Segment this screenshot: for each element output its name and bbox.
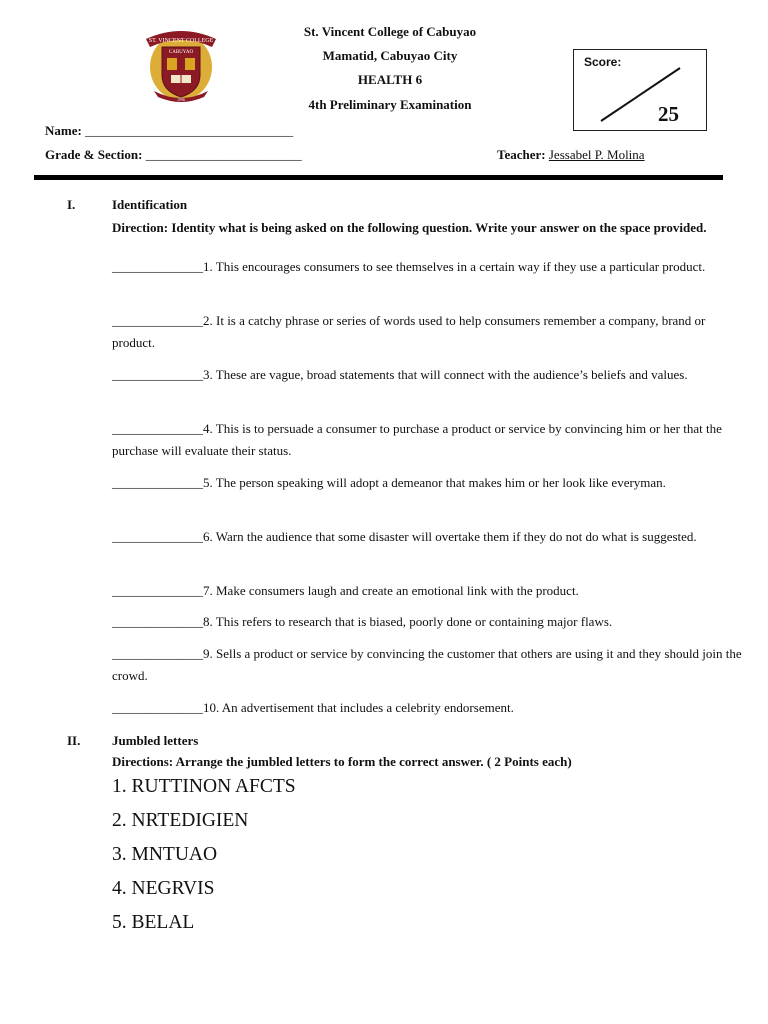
question-text: Make consumers laugh and create an emotional link with the product. [216,583,579,598]
name-row [45,123,293,139]
question-item [112,472,742,494]
header-divider [34,175,723,180]
score-box [573,49,707,131]
grade-section-label: Grade & Section: [45,147,143,162]
jumbled-item: 1. RUTTINON AFCTS [112,776,296,797]
question-text: The person speaking will adopt a demeanor that makes him or her look like everyman. [215,475,666,490]
grade-section-field[interactable]: ________________________ [145,147,302,162]
section2-direction: Directions: Arrange the jumbled letters to form the correct answer. ( 2 Points each) [112,754,572,769]
answer-blank[interactable]: ______________7. [112,583,213,598]
section1-title: Identification [112,197,188,212]
answer-blank[interactable]: ______________5. [112,475,213,490]
answer-blank[interactable]: ______________6. [112,529,213,544]
question-text: It is a catchy phrase or series of words used to help consumers remember a company, brand or product. [112,313,706,350]
jumbled-item: 3. MNTUAO [112,844,218,865]
question-item [112,256,742,278]
answer-blank[interactable]: ______________3. [112,367,213,382]
answer-blank[interactable]: ______________1. [112,259,213,274]
question-text: This refers to research that is biased, poorly done or containing major flaws. [215,614,613,629]
answer-blank[interactable]: ______________2. [112,313,213,328]
score-total: 25 [658,102,679,126]
jumbled-item: 2. NRTEDIGIEN [112,810,249,831]
question-item [112,580,742,602]
logo-place-text: CABUYAO [168,50,194,55]
question-text: Warn the audience that some disaster will overtake them if they do not do what is suggested. [215,529,697,544]
question-item [112,697,742,719]
question-item [112,418,742,462]
answer-blank[interactable]: ______________8. [112,614,213,629]
section2-title: Jumbled letters [112,733,199,748]
question-text: An advertisement that includes a celebrity endorsement. [221,700,514,715]
teacher-label: Teacher: [497,147,546,162]
question-item [112,643,742,687]
logo-year: 1996 [177,97,185,102]
jumbled-item: 4. NEGRVIS [112,878,215,899]
question-text: This is to persuade a consumer to purchase a product or service by convincing him or her that the purchase will evaluate their status. [112,421,722,458]
section1-direction: Direction: Identity what is being asked on the following question. Write your answer on the space provided. [112,220,707,235]
question-item [112,526,742,548]
section2-number: II. [67,733,81,748]
grade-row [45,147,302,163]
teacher-row [497,147,645,163]
subject-title: HEALTH 6 [357,72,423,87]
question-text: Sells a product or service by convincing the customer that others are using it and they should join the crowd. [112,646,742,683]
question-text: This encourages consumers to see themselves in a certain way if they use a particular product. [215,259,706,274]
question-item [112,364,742,386]
teacher-name: Jessabel P. Molina [548,147,645,162]
answer-blank[interactable]: ______________4. [112,421,213,436]
question-item [112,310,742,354]
jumbled-item: 5. BELAL [112,912,195,933]
school-address: Mamatid, Cabuyao City [322,48,458,63]
exam-title: 4th Preliminary Examination [308,97,472,112]
answer-blank[interactable]: ______________9. [112,646,213,661]
name-field[interactable]: ________________________________ [85,123,294,138]
section1-number: I. [67,197,76,212]
logo-arc-text: ST. VINCENT COLLEGE [148,38,214,44]
question-text: These are vague, broad statements that will connect with the audience’s beliefs and values. [215,367,688,382]
school-name: St. Vincent College of Cabuyao [303,24,477,39]
question-item [112,611,742,633]
answer-blank[interactable]: ______________10. [112,700,220,715]
name-label: Name: [45,123,82,138]
score-label: Score: [584,55,622,69]
